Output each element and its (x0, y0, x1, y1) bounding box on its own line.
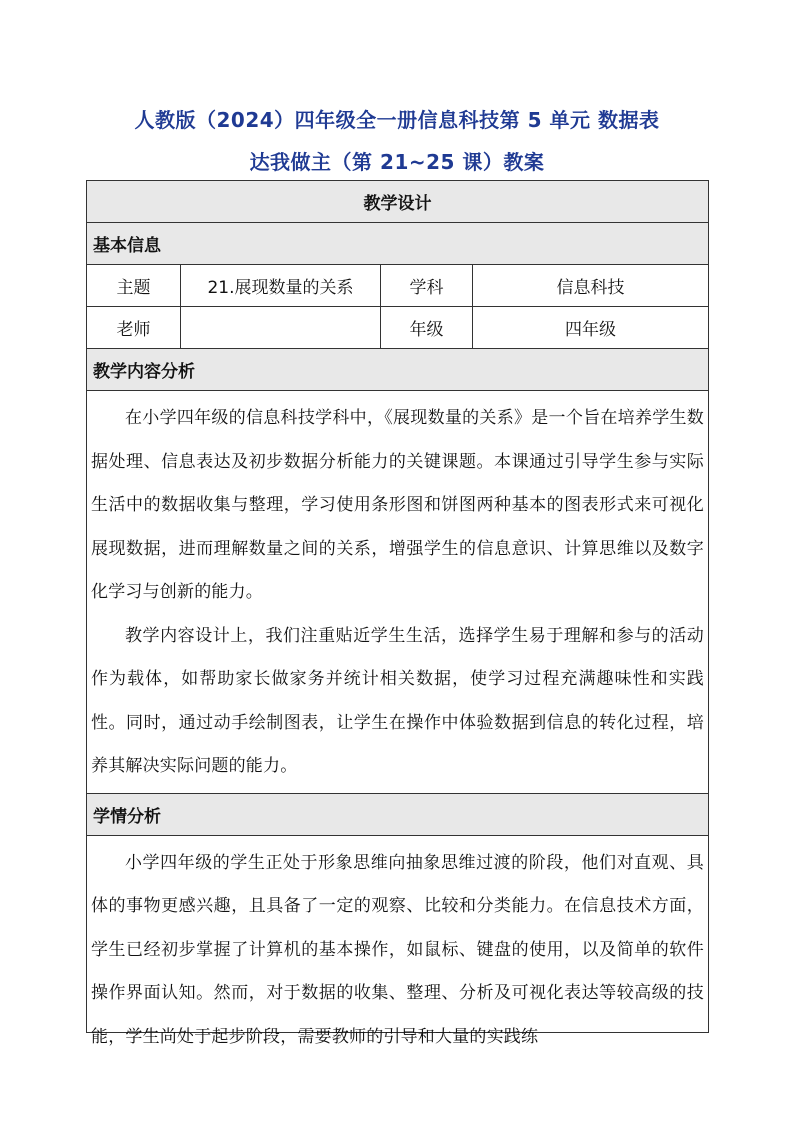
topic-value: 21.展现数量的关系 (181, 265, 381, 307)
section-label-content-analysis: 教学内容分析 (87, 349, 709, 391)
teacher-value (181, 307, 381, 349)
grade-label: 年级 (381, 307, 473, 349)
table-row (87, 307, 709, 349)
content-analysis-paragraph-2: 教学内容设计上，我们注重贴近学生生活，选择学生易于理解和参与的活动作为载体，如帮助家长做家务并统计相关数据，使学习过程充满趣味性和实践性。同时，通过动手绘制图表，让学生在操作中体验数据到信息的转化过程，培养其解决实际问题的能力。 (91, 625, 704, 776)
table-row (87, 265, 709, 307)
table-header-teaching-design: 教学设计 (87, 181, 709, 223)
section-label-basic-info: 基本信息 (87, 223, 709, 265)
topic-label: 主题 (87, 265, 181, 307)
grade-value: 四年级 (473, 307, 709, 349)
subject-label: 学科 (381, 265, 473, 307)
lesson-plan-table (86, 180, 709, 1047)
section-label-student-analysis: 学情分析 (87, 793, 709, 835)
teacher-label: 老师 (87, 307, 181, 349)
content-analysis-body (87, 391, 709, 794)
student-analysis-paragraph-1: 小学四年级的学生正处于形象思维向抽象思维过渡的阶段，他们对直观、具体的事物更感兴趣，且具备了一定的观察、比较和分类能力。在信息技术方面，学生已经初步掌握了计算机的基本操作，如鼠标、键盘的使用，以及简单的软件操作界面认知。然而，对于数据的收集、整理、分析及可视化表达等较高级的技能，学生尚处于起步阶段，需要教师的引导和大量的实践练 (91, 852, 704, 1047)
subject-value: 信息科技 (473, 265, 709, 307)
student-analysis-body (87, 835, 709, 1047)
content-analysis-paragraph-1: 在小学四年级的信息科技学科中，《展现数量的关系》是一个旨在培养学生数据处理、信息表达及初步数据分析能力的关键课题。本课通过引导学生参与实际生活中的数据收集与整理，学习使用条形图和饼图两种基本的图表形式来可视化展现数据，进而理解数量之间的关系，增强学生的信息意识、计算思维以及数字化学习与创新的能力。 (91, 408, 704, 602)
document-title-line2: 达我做主（第 21~25 课）教案 (249, 150, 545, 174)
document-title-line1: 人教版（2024）四年级全一册信息科技第 5 单元 数据表 (134, 108, 660, 132)
